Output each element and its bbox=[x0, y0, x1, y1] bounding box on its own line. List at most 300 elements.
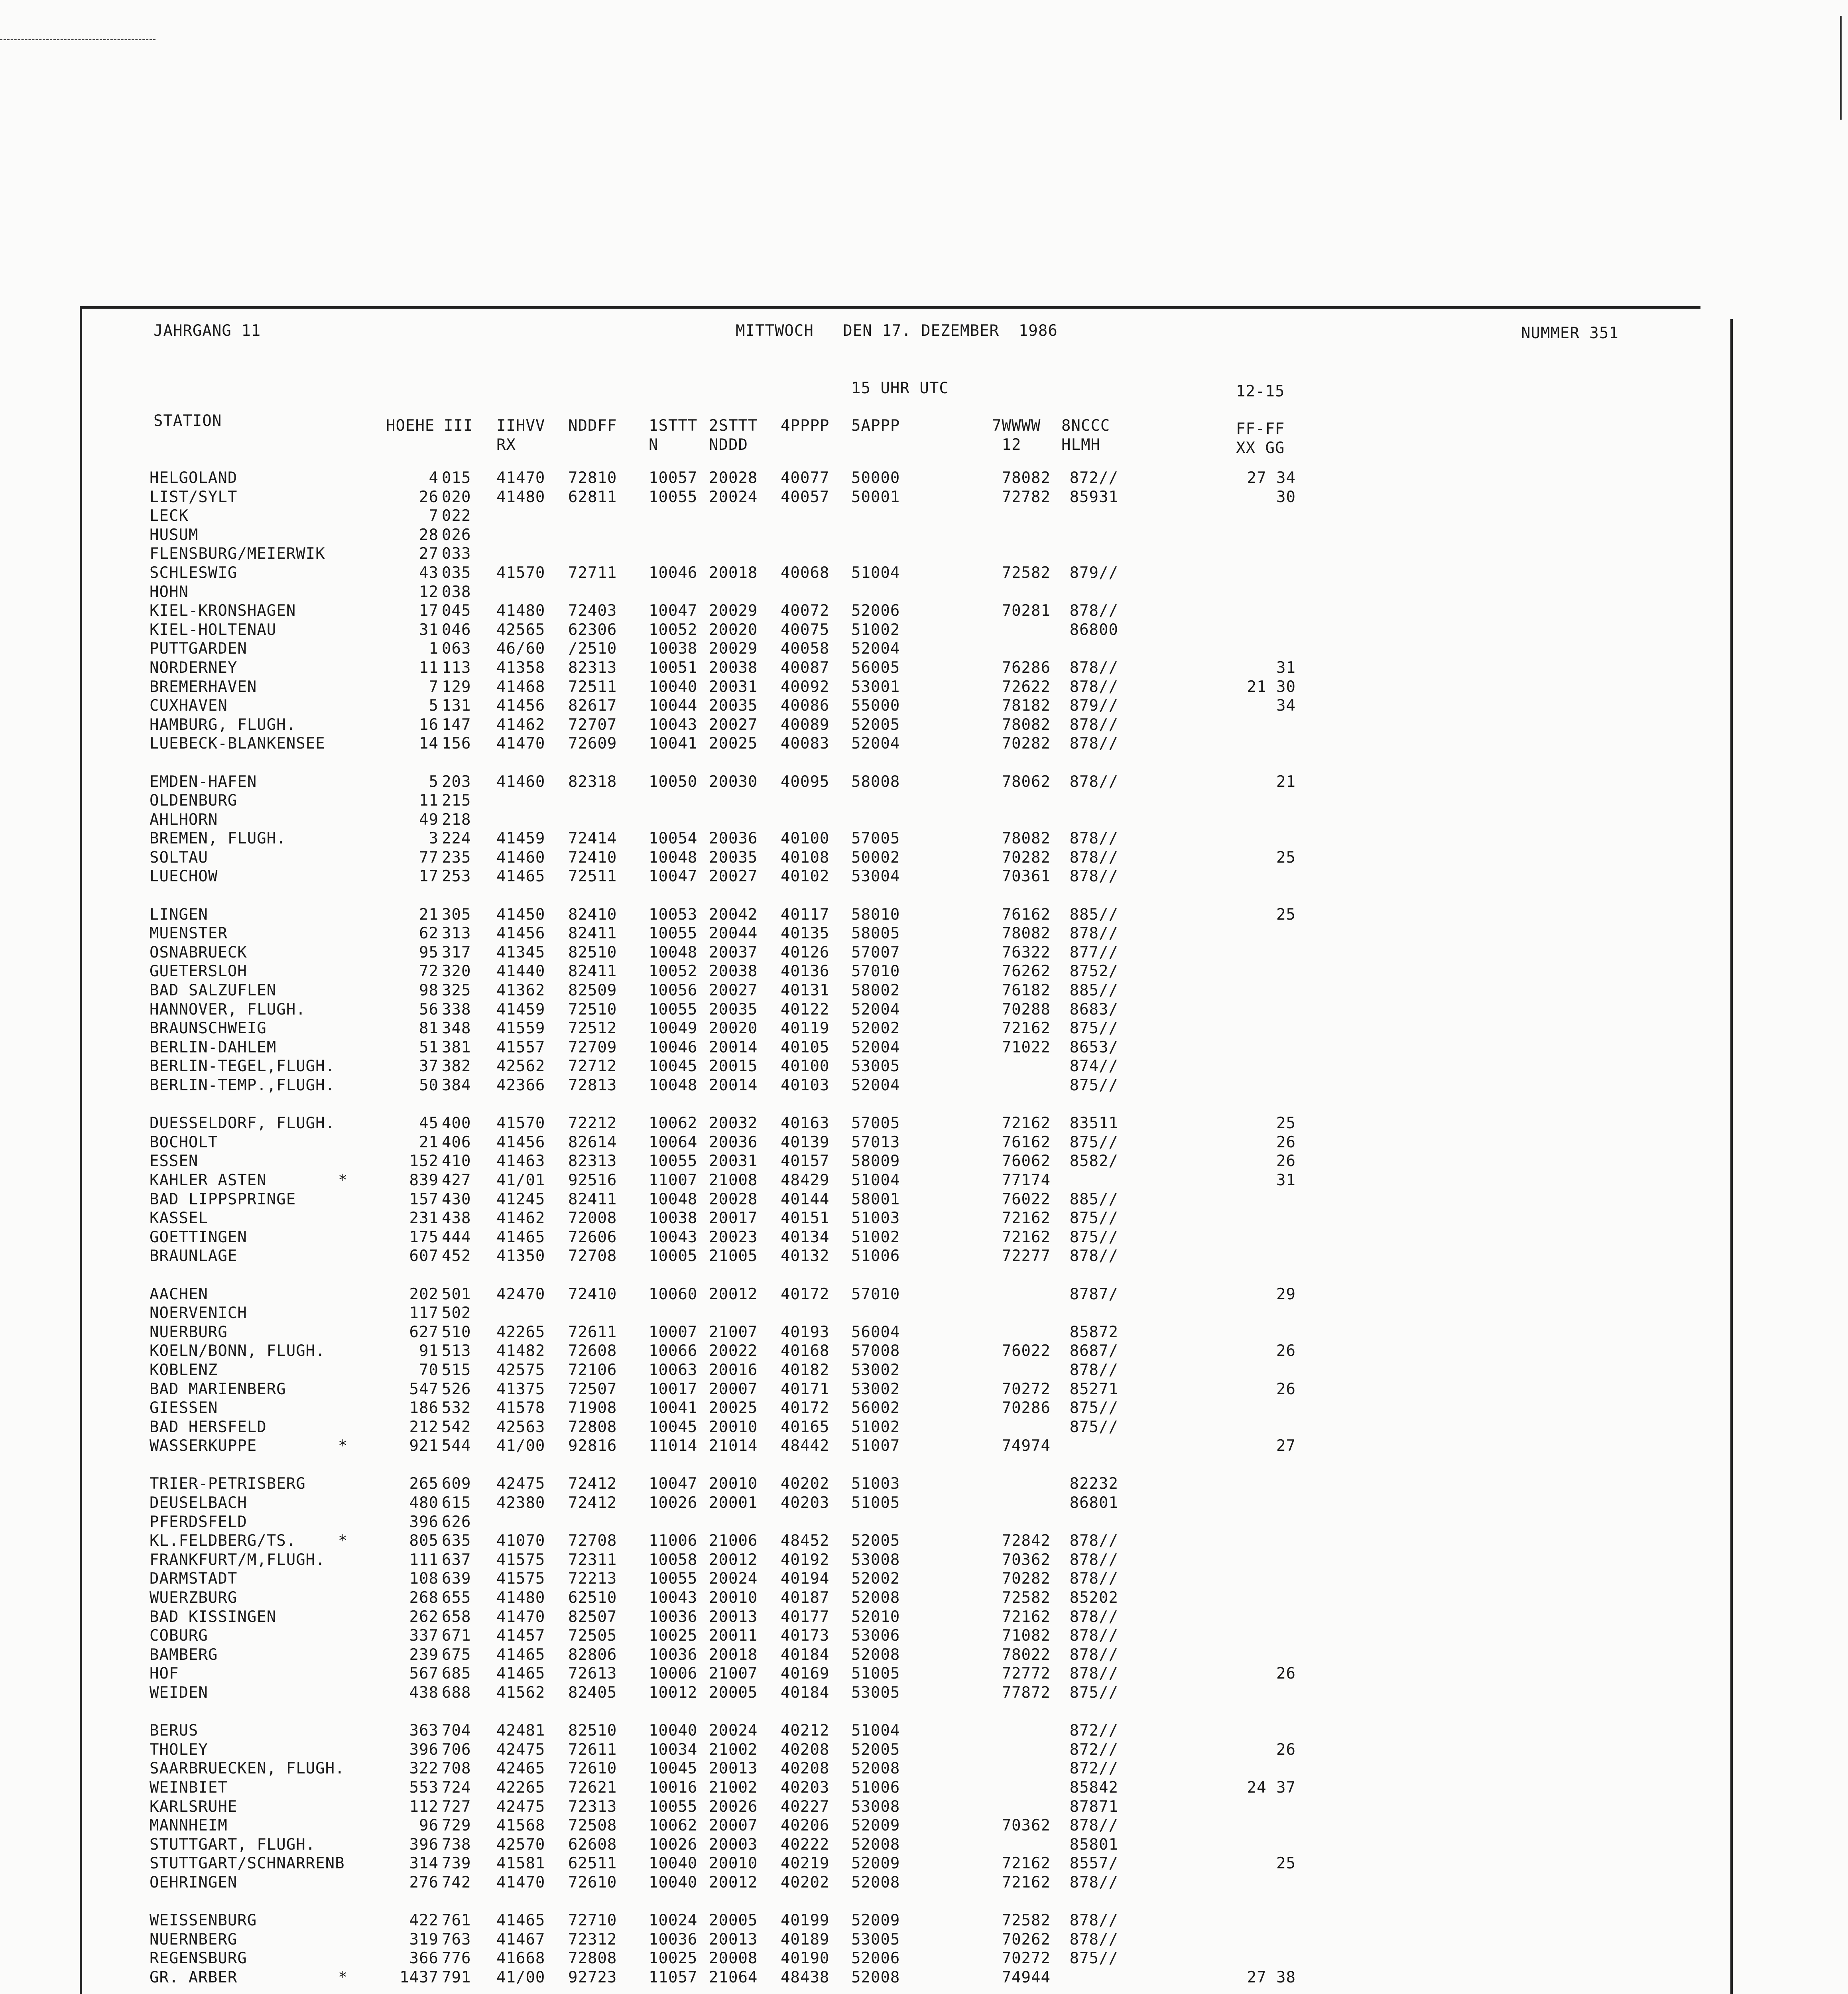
row-43-cell: 40172 bbox=[781, 1285, 830, 1303]
row-20-cell: 77 bbox=[419, 848, 439, 867]
row-66-cell bbox=[1224, 1721, 1296, 1740]
7wwww-column bbox=[991, 469, 1051, 1994]
row-70-cell: KARLSRUHE bbox=[150, 1797, 238, 1816]
row-19-cell: 20036 bbox=[709, 830, 758, 848]
row-51-cell: 21014 bbox=[709, 1437, 758, 1455]
row-17-cell bbox=[1224, 791, 1296, 810]
row-51-cell: 544 bbox=[442, 1437, 471, 1455]
row-33-cell bbox=[1055, 1095, 1118, 1114]
row-70-cell: 20026 bbox=[709, 1797, 758, 1816]
row-67-cell: 42475 bbox=[496, 1740, 545, 1759]
row-29-cell: 348 bbox=[442, 1019, 471, 1038]
row-55-cell: 396 bbox=[409, 1513, 439, 1531]
row-39-cell: 41462 bbox=[496, 1209, 545, 1228]
row-18-cell bbox=[649, 810, 697, 830]
row-47-cell: 878// bbox=[1069, 1361, 1118, 1379]
row-65-cell bbox=[781, 1702, 829, 1722]
row-10-cell: 82313 bbox=[568, 658, 617, 677]
row-2-cell bbox=[496, 506, 545, 526]
row-64-cell: 77872 bbox=[1002, 1684, 1051, 1702]
row-69-cell: 51006 bbox=[851, 1778, 900, 1797]
row-19-cell: 224 bbox=[442, 830, 471, 848]
row-42-cell bbox=[382, 1266, 439, 1285]
row-67-cell bbox=[991, 1740, 1051, 1760]
row-9-cell: 10038 bbox=[649, 640, 698, 658]
row-1-cell: 85931 bbox=[1069, 488, 1118, 506]
row-51-cell: 48442 bbox=[781, 1437, 830, 1455]
row-23-cell bbox=[338, 905, 348, 924]
row-47-cell: 53002 bbox=[851, 1361, 900, 1379]
row-64-cell: 10012 bbox=[649, 1684, 698, 1702]
row-15-cell bbox=[991, 753, 1051, 772]
row-65-cell bbox=[649, 1702, 697, 1722]
row-43-cell: 72410 bbox=[568, 1285, 617, 1303]
row-31-cell bbox=[1224, 1057, 1296, 1076]
row-1-cell: 30 bbox=[1276, 488, 1296, 506]
row-8-cell: 86800 bbox=[1069, 621, 1118, 639]
row-79-cell: GR. ARBER bbox=[150, 1968, 238, 1986]
row-50-cell: 42563 bbox=[496, 1418, 545, 1436]
row-77-cell: 53005 bbox=[851, 1930, 900, 1949]
row-37-cell: 31 bbox=[1276, 1171, 1296, 1189]
row-45-cell: 21007 bbox=[709, 1323, 758, 1341]
row-10-cell: 76286 bbox=[1002, 658, 1051, 677]
row-46-cell bbox=[338, 1342, 348, 1361]
row-57-cell: 111 bbox=[409, 1551, 439, 1569]
row-28-cell: 8683/ bbox=[1069, 1000, 1118, 1019]
row-70-cell bbox=[991, 1797, 1051, 1817]
row-12-cell: 41456 bbox=[496, 697, 545, 715]
row-59-cell: 52008 bbox=[851, 1589, 900, 1607]
row-13-cell: 41462 bbox=[496, 715, 545, 734]
row-57-cell bbox=[338, 1551, 348, 1570]
row-38-cell: 41245 bbox=[496, 1190, 545, 1208]
row-78-cell: 72808 bbox=[568, 1949, 617, 1968]
row-80-cell bbox=[1224, 1987, 1296, 1994]
row-77-cell: 763 bbox=[442, 1930, 471, 1949]
row-72-cell: 40222 bbox=[781, 1835, 830, 1854]
row-29-cell bbox=[338, 1019, 348, 1038]
row-5-cell: 43 bbox=[419, 564, 439, 582]
row-68-cell: 708 bbox=[442, 1760, 471, 1778]
row-42-cell bbox=[649, 1266, 697, 1285]
row-29-cell: 81 bbox=[419, 1019, 439, 1038]
row-74-cell: 742 bbox=[442, 1873, 471, 1892]
row-71-cell: 96 bbox=[419, 1817, 439, 1835]
row-42-cell bbox=[991, 1266, 1051, 1285]
row-45-cell: 510 bbox=[442, 1323, 471, 1341]
row-13-cell: 878// bbox=[1069, 715, 1118, 734]
row-47-cell: 40182 bbox=[781, 1361, 830, 1379]
row-24-cell: 878// bbox=[1069, 924, 1118, 943]
row-76-cell: 20005 bbox=[709, 1911, 758, 1930]
row-38-cell: 157 bbox=[409, 1190, 439, 1208]
row-32-cell bbox=[991, 1076, 1051, 1095]
row-24-cell: 40135 bbox=[781, 924, 830, 943]
row-21-cell: 40102 bbox=[781, 867, 830, 886]
row-15-cell bbox=[1055, 753, 1118, 772]
row-11-cell bbox=[338, 678, 348, 697]
row-38-cell: 10048 bbox=[649, 1190, 698, 1208]
row-26-cell: 320 bbox=[442, 962, 471, 981]
row-39-cell: KASSEL bbox=[150, 1209, 208, 1228]
row-69-cell: 40203 bbox=[781, 1778, 830, 1797]
row-56-cell: 48452 bbox=[781, 1532, 830, 1550]
row-68-cell: SAARBRUECKEN, FLUGH. bbox=[150, 1760, 345, 1778]
row-78-cell: 41668 bbox=[496, 1949, 545, 1968]
row-62-cell: 82806 bbox=[568, 1645, 617, 1664]
row-16-cell: 40095 bbox=[781, 772, 830, 791]
row-4-cell bbox=[991, 544, 1051, 564]
row-65-cell bbox=[1224, 1702, 1296, 1722]
row-23-cell: 25 bbox=[1276, 905, 1296, 924]
row-75-cell bbox=[496, 1892, 545, 1911]
row-68-cell: 322 bbox=[409, 1760, 439, 1778]
row-8-cell: 31 bbox=[419, 621, 439, 639]
row-80-cell bbox=[781, 1987, 829, 1994]
row-55-cell bbox=[709, 1513, 758, 1532]
row-79-cell: 1437 bbox=[400, 1968, 439, 1986]
row-51-cell: * bbox=[338, 1437, 348, 1455]
row-55-cell bbox=[851, 1513, 900, 1532]
row-67-cell: THOLEY bbox=[150, 1740, 208, 1759]
row-36-cell: 8582/ bbox=[1069, 1152, 1118, 1170]
row-40-cell: 444 bbox=[442, 1228, 471, 1246]
row-13-cell: 52005 bbox=[851, 715, 900, 734]
row-31-cell: 72712 bbox=[568, 1057, 617, 1076]
row-12-cell: 10044 bbox=[649, 697, 698, 715]
row-56-cell: 21006 bbox=[709, 1532, 758, 1550]
row-59-cell: 62510 bbox=[568, 1589, 617, 1607]
row-33-cell bbox=[442, 1095, 471, 1114]
row-72-cell: 62608 bbox=[568, 1835, 617, 1854]
row-53-cell: 40202 bbox=[781, 1475, 830, 1493]
row-43-cell: 501 bbox=[442, 1285, 471, 1303]
row-37-cell: 77174 bbox=[1002, 1171, 1051, 1189]
row-62-cell: 40184 bbox=[781, 1645, 830, 1664]
row-60-cell: 658 bbox=[442, 1608, 471, 1626]
row-35-cell bbox=[338, 1133, 348, 1152]
row-36-cell: 10055 bbox=[649, 1152, 698, 1170]
row-80-cell bbox=[150, 1987, 345, 1994]
row-14-cell: 10041 bbox=[649, 735, 698, 753]
row-32-cell bbox=[338, 1076, 348, 1095]
row-49-cell: 71908 bbox=[568, 1399, 617, 1417]
row-35-cell: BOCHOLT bbox=[150, 1133, 218, 1151]
row-71-cell: 729 bbox=[442, 1817, 471, 1835]
row-36-cell: 41463 bbox=[496, 1152, 545, 1170]
row-35-cell: 82614 bbox=[568, 1133, 617, 1151]
row-73-cell: 72162 bbox=[1002, 1854, 1051, 1873]
row-39-cell: 72162 bbox=[1002, 1209, 1051, 1228]
row-77-cell: 10036 bbox=[649, 1930, 698, 1949]
row-62-cell: 675 bbox=[442, 1645, 471, 1664]
row-64-cell: 53005 bbox=[851, 1684, 900, 1702]
row-31-cell: 20015 bbox=[709, 1057, 758, 1076]
row-54-cell bbox=[991, 1494, 1051, 1513]
row-76-cell: 10024 bbox=[649, 1911, 698, 1930]
row-22-cell bbox=[851, 886, 900, 905]
row-31-cell: 382 bbox=[442, 1057, 471, 1076]
row-41-cell bbox=[338, 1247, 348, 1266]
row-61-cell: 337 bbox=[409, 1627, 439, 1645]
row-18-cell bbox=[781, 810, 829, 830]
row-48-cell: 70272 bbox=[1002, 1380, 1051, 1398]
row-72-cell: 10026 bbox=[649, 1835, 698, 1854]
row-41-cell: 41350 bbox=[496, 1247, 545, 1265]
row-79-cell: 52008 bbox=[851, 1968, 900, 1986]
row-18-cell bbox=[338, 810, 348, 830]
row-40-cell: GOETTINGEN bbox=[150, 1228, 247, 1246]
row-62-cell bbox=[1224, 1645, 1296, 1665]
row-20-cell: SOLTAU bbox=[150, 848, 208, 867]
row-24-cell: 313 bbox=[442, 924, 471, 943]
row-26-cell: 8752/ bbox=[1069, 962, 1118, 981]
row-47-cell: 70 bbox=[419, 1361, 439, 1379]
row-37-cell: * bbox=[338, 1171, 348, 1189]
row-45-cell: 40193 bbox=[781, 1323, 830, 1341]
header-jahrgang: JAHRGANG 11 bbox=[154, 322, 261, 340]
row-60-cell: 41470 bbox=[496, 1608, 545, 1626]
row-49-cell: 532 bbox=[442, 1399, 471, 1417]
row-59-cell bbox=[338, 1588, 348, 1608]
row-54-cell: 51005 bbox=[851, 1494, 900, 1512]
row-64-cell: 41562 bbox=[496, 1684, 545, 1702]
row-17-cell bbox=[991, 791, 1051, 810]
row-52-cell bbox=[991, 1456, 1051, 1475]
row-17-cell bbox=[781, 791, 829, 810]
row-6-cell bbox=[338, 583, 348, 602]
row-6-cell bbox=[851, 583, 900, 602]
row-31-cell: 40100 bbox=[781, 1057, 830, 1076]
row-20-cell: 20035 bbox=[709, 848, 758, 867]
row-36-cell: 82313 bbox=[568, 1152, 617, 1170]
row-75-cell bbox=[338, 1892, 348, 1911]
row-79-cell: 791 bbox=[442, 1968, 471, 1986]
row-73-cell: 40219 bbox=[781, 1854, 830, 1873]
row-11-cell: 40092 bbox=[781, 678, 830, 696]
4pppp-column bbox=[781, 469, 829, 1994]
row-61-cell: 10025 bbox=[649, 1627, 698, 1645]
row-44-cell bbox=[1224, 1304, 1296, 1323]
row-21-cell: 20027 bbox=[709, 867, 758, 886]
row-73-cell: 739 bbox=[442, 1854, 471, 1873]
row-16-cell: 10050 bbox=[649, 772, 698, 791]
row-30-cell: 41557 bbox=[496, 1038, 545, 1056]
row-72-cell: 396 bbox=[409, 1835, 439, 1854]
row-40-cell: 20023 bbox=[709, 1228, 758, 1246]
row-27-cell: 76182 bbox=[1002, 981, 1051, 1000]
row-40-cell: 40134 bbox=[781, 1228, 830, 1246]
row-24-cell: 62 bbox=[419, 924, 439, 943]
row-6-cell bbox=[649, 583, 697, 602]
row-43-cell: 8787/ bbox=[1069, 1285, 1118, 1303]
row-43-cell: 57010 bbox=[851, 1285, 900, 1303]
row-73-cell: 52009 bbox=[851, 1854, 900, 1873]
row-25-cell: 877// bbox=[1069, 943, 1118, 962]
frame-top-border bbox=[80, 306, 1700, 309]
row-27-cell: 325 bbox=[442, 981, 471, 1000]
row-27-cell: 40131 bbox=[781, 981, 830, 1000]
row-30-cell: 72709 bbox=[568, 1038, 617, 1056]
row-22-cell bbox=[709, 886, 758, 905]
row-18-cell bbox=[496, 810, 545, 830]
row-52-cell bbox=[649, 1456, 697, 1475]
row-79-cell: 11057 bbox=[649, 1968, 698, 1986]
row-56-cell: KL.FELDBERG/TS. bbox=[150, 1532, 296, 1550]
row-12-cell: 131 bbox=[442, 697, 471, 715]
row-8-cell: 42565 bbox=[496, 621, 545, 639]
row-58-cell: 108 bbox=[409, 1570, 439, 1588]
row-66-cell bbox=[991, 1721, 1051, 1740]
row-34-cell: DUESSELDORF, FLUGH. bbox=[150, 1114, 335, 1133]
iii-column bbox=[442, 469, 471, 1994]
header-nummer: NUMMER 351 bbox=[1521, 324, 1619, 342]
row-41-cell: 72277 bbox=[1002, 1247, 1051, 1265]
row-62-cell: 239 bbox=[409, 1645, 439, 1664]
row-52-cell bbox=[496, 1456, 545, 1475]
row-70-cell: 112 bbox=[409, 1797, 439, 1816]
row-33-cell bbox=[649, 1095, 697, 1114]
row-41-cell: 51006 bbox=[851, 1247, 900, 1265]
row-41-cell: 40132 bbox=[781, 1247, 830, 1265]
row-2-cell bbox=[568, 506, 617, 526]
row-9-cell: PUTTGARDEN bbox=[150, 640, 247, 658]
row-61-cell: COBURG bbox=[150, 1627, 208, 1645]
row-9-cell bbox=[1055, 639, 1118, 658]
row-46-cell: KOELN/BONN, FLUGH. bbox=[150, 1342, 325, 1360]
row-79-cell: 27 38 bbox=[1247, 1968, 1296, 1986]
column-header-7wwww: 7WWWW 12 bbox=[992, 417, 1041, 454]
iihvv-column bbox=[496, 469, 545, 1994]
row-3-cell: 28 bbox=[419, 526, 439, 544]
row-7-cell: 52006 bbox=[851, 602, 900, 620]
row-37-cell: 48429 bbox=[781, 1171, 830, 1189]
row-71-cell: 72508 bbox=[568, 1817, 617, 1835]
row-45-cell: 10007 bbox=[649, 1323, 698, 1341]
row-9-cell bbox=[991, 639, 1051, 658]
row-53-cell: 609 bbox=[442, 1475, 471, 1493]
row-67-cell: 396 bbox=[409, 1740, 439, 1759]
row-24-cell: 20044 bbox=[709, 924, 758, 943]
row-7-cell: 70281 bbox=[1002, 602, 1051, 620]
row-4-cell: FLENSBURG/MEIERWIK bbox=[150, 545, 325, 563]
row-67-cell: 26 bbox=[1276, 1740, 1296, 1759]
row-67-cell bbox=[338, 1740, 348, 1760]
row-24-cell bbox=[338, 924, 348, 943]
row-49-cell: 186 bbox=[409, 1399, 439, 1417]
row-2-cell bbox=[649, 506, 697, 526]
row-50-cell: 40165 bbox=[781, 1418, 830, 1436]
row-39-cell bbox=[1224, 1209, 1296, 1228]
row-60-cell: 10036 bbox=[649, 1608, 698, 1626]
row-0-cell: 015 bbox=[442, 469, 471, 487]
row-37-cell: KAHLER ASTEN bbox=[150, 1171, 267, 1189]
row-11-cell: BREMERHAVEN bbox=[150, 678, 257, 696]
row-21-cell: 17 bbox=[419, 867, 439, 886]
row-8-cell bbox=[1224, 621, 1296, 640]
row-68-cell bbox=[1224, 1759, 1296, 1778]
row-7-cell: 40072 bbox=[781, 602, 830, 620]
row-46-cell: 91 bbox=[419, 1342, 439, 1360]
row-26-cell: 20038 bbox=[709, 962, 758, 981]
row-24-cell: 10055 bbox=[649, 924, 698, 943]
row-49-cell: GIESSEN bbox=[150, 1399, 218, 1417]
row-12-cell: 55000 bbox=[851, 697, 900, 715]
row-7-cell: 045 bbox=[442, 602, 471, 620]
row-61-cell: 53006 bbox=[851, 1627, 900, 1645]
row-14-cell: 14 bbox=[419, 735, 439, 753]
row-25-cell bbox=[1224, 943, 1296, 962]
row-47-cell bbox=[338, 1361, 348, 1380]
row-22-cell bbox=[338, 886, 348, 905]
row-3-cell bbox=[649, 526, 697, 545]
row-21-cell: 878// bbox=[1069, 867, 1118, 886]
row-66-cell: 82510 bbox=[568, 1722, 617, 1740]
row-71-cell bbox=[338, 1816, 348, 1835]
row-77-cell: NUERNBERG bbox=[150, 1930, 238, 1949]
row-51-cell: 51007 bbox=[851, 1437, 900, 1455]
row-12-cell: 34 bbox=[1276, 697, 1296, 715]
row-74-cell: 20012 bbox=[709, 1873, 758, 1892]
row-68-cell: 10045 bbox=[649, 1760, 698, 1778]
row-34-cell: 41570 bbox=[496, 1114, 545, 1133]
row-61-cell: 20011 bbox=[709, 1627, 758, 1645]
row-44-cell bbox=[1055, 1304, 1118, 1323]
row-58-cell: 70282 bbox=[1002, 1570, 1051, 1588]
row-23-cell: 10053 bbox=[649, 905, 698, 924]
row-69-cell: 10016 bbox=[649, 1778, 698, 1797]
row-64-cell bbox=[1224, 1683, 1296, 1702]
row-14-cell: 72609 bbox=[568, 735, 617, 753]
row-20-cell: 40108 bbox=[781, 848, 830, 867]
row-73-cell: 8557/ bbox=[1069, 1854, 1118, 1873]
row-42-cell bbox=[851, 1266, 900, 1285]
row-78-cell: 20008 bbox=[709, 1949, 758, 1968]
row-28-cell: 40122 bbox=[781, 1000, 830, 1019]
row-18-cell bbox=[851, 810, 900, 830]
row-76-cell: 40199 bbox=[781, 1911, 830, 1930]
row-52-cell bbox=[442, 1456, 471, 1475]
row-33-cell bbox=[851, 1095, 900, 1114]
row-10-cell: 41358 bbox=[496, 658, 545, 677]
row-47-cell bbox=[1224, 1361, 1296, 1380]
row-16-cell bbox=[338, 772, 348, 792]
row-23-cell: 20042 bbox=[709, 905, 758, 924]
column-header-iii: III bbox=[444, 417, 473, 435]
row-64-cell: 20005 bbox=[709, 1684, 758, 1702]
row-12-cell bbox=[338, 696, 348, 715]
row-79-cell bbox=[1055, 1968, 1118, 1987]
row-77-cell: 319 bbox=[409, 1930, 439, 1949]
row-32-cell bbox=[1224, 1076, 1296, 1095]
row-51-cell: 11014 bbox=[649, 1437, 698, 1455]
row-1-cell: 62811 bbox=[568, 488, 617, 506]
row-65-cell bbox=[496, 1702, 545, 1722]
row-73-cell: 25 bbox=[1276, 1854, 1296, 1873]
row-77-cell: 40189 bbox=[781, 1930, 830, 1949]
row-75-cell bbox=[1055, 1892, 1118, 1911]
row-12-cell: 82617 bbox=[568, 697, 617, 715]
row-69-cell: 21002 bbox=[709, 1778, 758, 1797]
row-58-cell: 639 bbox=[442, 1570, 471, 1588]
row-3-cell bbox=[338, 526, 348, 545]
row-44-cell bbox=[496, 1304, 545, 1323]
row-54-cell: 42380 bbox=[496, 1494, 545, 1512]
row-37-cell bbox=[1055, 1171, 1118, 1190]
row-78-cell: 366 bbox=[409, 1949, 439, 1968]
row-3-cell bbox=[851, 526, 900, 545]
